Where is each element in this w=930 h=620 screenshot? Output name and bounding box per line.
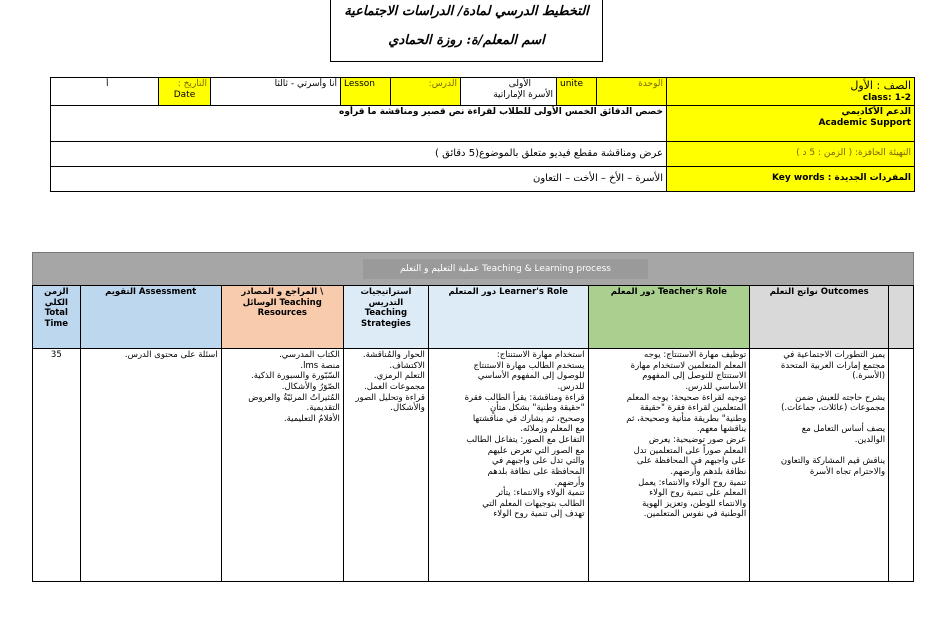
support-label-ar: الدعم الأكاديمي xyxy=(841,107,912,117)
str-line: مجموعات العمل. xyxy=(364,381,425,392)
date-label-ar: التاريخ : xyxy=(177,79,207,89)
res-line: السّبّورة والسبورة الذكية. xyxy=(251,371,340,382)
document-title-box xyxy=(330,0,603,62)
lrn-line: الطالب بتوجيهات المعلم التي xyxy=(482,498,585,509)
tch-line: الوطنية في نفوس المتعلمين. xyxy=(643,509,747,520)
class-label: 1-2 :class xyxy=(862,92,912,103)
tch-line: تنمية روح الولاء والانتماء: يعمل xyxy=(638,477,747,488)
support-label-en: Academic Support xyxy=(818,118,912,129)
lrn-line: مع الصور التي تعرض عليهم xyxy=(487,445,585,456)
resources-cell xyxy=(221,349,343,582)
teacher-name: اسم المعلم/ة: روزة الحمادي xyxy=(388,33,545,48)
date-label-cell xyxy=(159,78,211,106)
unit-label-en: unite xyxy=(557,78,597,106)
lrn-line: التفاعل مع الصور: يتفاعل الطالب xyxy=(466,435,585,445)
col-time-header: الزمن الكلي Total Time xyxy=(33,286,81,349)
lrn-line: مع المعلم وزملائه. xyxy=(520,424,585,435)
tch-line: والانتماء للوطن، وتعزيز الهوية xyxy=(642,498,747,509)
assessment-cell: اسئلة على محتوى الدرس. xyxy=(80,349,221,582)
out-line xyxy=(753,414,885,425)
document-title: التخطيط الدرسي لمادة/ الدراسات الاجتماعية xyxy=(344,4,589,19)
out-line: يناقش قيم المشاركة والتعاون xyxy=(780,456,886,467)
grade-label: الصف : الأول xyxy=(850,79,912,92)
tch-line: المعلم المتعلمين لاستخدام مهارة xyxy=(630,360,747,371)
lrn-line: تنمية الولاء والانتماء: يتأثر xyxy=(496,488,585,499)
out-line: يصف أساس التعامل مع xyxy=(801,424,886,435)
lrn-line: تهدف إلى تنمية روح الولاء xyxy=(493,509,585,520)
out-line xyxy=(753,382,885,393)
date-label-en: Date xyxy=(173,90,196,101)
res-line: الصّوَرُ والأشكال. xyxy=(281,381,340,392)
tch-line: الأساسي للدرس. xyxy=(685,381,747,392)
date-value-cell xyxy=(51,78,159,106)
lesson-label-ar: الدرس: xyxy=(391,78,461,106)
unit-value-2: الأسرة الإماراتية xyxy=(493,90,553,101)
keywords-value: الأسرة – الأخ – الأخت – التعاون xyxy=(51,167,667,192)
col-teacher-header: دور المعلم Teacher's Role xyxy=(588,286,750,349)
lrn-line: للدرس. xyxy=(557,381,585,392)
col-outcomes-header: نواتج التعلم Outcomes xyxy=(750,286,889,349)
lrn-line: والتي تدل على واجبهم في xyxy=(492,456,585,467)
lesson-label-en: Lesson xyxy=(341,78,391,106)
lrn-line: "حقيقة وطنية" بشكل متأنٍ xyxy=(490,403,585,414)
tch-line: الاستنتاج للتوصل إلى المفهوم xyxy=(642,371,747,382)
res-line: منصة lms. xyxy=(300,360,340,371)
res-line: المُثيراتُ المرئيّةُ والعروض xyxy=(248,392,340,403)
lrn-line: للوصول إلى المفهوم الأساسي xyxy=(477,371,585,382)
out-line: يميز التطورات الاجتماعية في xyxy=(783,350,886,360)
support-label-cell xyxy=(667,106,915,142)
out-line: مجتمع إمارات العربية المتحدة xyxy=(780,360,886,371)
time-cell: 35 xyxy=(33,349,81,582)
tch-line: توجيه لقراءة صحيحة: يوجه المعلم xyxy=(626,392,747,403)
col-spacer-header xyxy=(889,286,914,349)
str-line: الحوار والمُناقشة. xyxy=(362,350,425,360)
col-assessment-header: التقويم Assessment xyxy=(80,286,221,349)
warmup-label: التهيئة الحافزة: ( الزمن : 5 د ) xyxy=(667,142,915,167)
lrn-line: وصحيح، ثم يشارك في مناقشتها xyxy=(472,413,585,424)
unit-value-cell xyxy=(461,78,557,106)
res-line: الأفلامُ التعليمية. xyxy=(283,413,340,424)
tch-line: على واجبهم في المحافظة على xyxy=(636,456,747,467)
tch-line: نظافة بلدهم وأرضهم. xyxy=(670,466,747,477)
tch-line: المتعلمين لقراءة فقرة "حقيقة xyxy=(640,403,747,414)
res-line: التقديمية. xyxy=(306,403,340,414)
str-line: قراءة وتحليل الصور xyxy=(355,392,425,403)
learner-cell xyxy=(428,349,588,582)
out-line: والاحترام تجاه الأسرة xyxy=(809,466,886,477)
teacher-cell xyxy=(588,349,750,582)
col-strategies-header: استراتيجيات التدريس Teaching Strategies xyxy=(343,286,428,349)
lrn-line: قراءة ومناقشة: يقرأ الطالب فقرة xyxy=(464,392,585,403)
outcomes-cell xyxy=(750,349,889,582)
col-learner-header: دور المتعلم Learner's Role xyxy=(428,286,588,349)
unit-label-ar: الوحدة xyxy=(597,78,667,106)
lrn-line: استخدام مهارة الاستنتاج: xyxy=(496,350,585,360)
lrn-line: يستخدم الطالب مهارة الاستنتاج xyxy=(473,360,585,371)
lrn-line: المحافظة على نظافة بلدهم xyxy=(487,466,585,477)
col-resources-header: المراجع و المصادر \ الوسائل Teaching Resources xyxy=(221,286,343,349)
lesson-info-table xyxy=(50,77,915,192)
str-line: الاكتشاف. xyxy=(389,360,425,371)
process-title: عملية التعليم و التعلم Teaching & Learning process xyxy=(363,259,648,279)
tch-line: توظيف مهارة الاستنتاج: يوجه xyxy=(644,350,747,360)
support-value: خصص الدقائق الخمس الأولى للطلاب لقراءة نص قصير ومناقشة ما قرأوه xyxy=(51,106,667,142)
str-line: والأشكال. xyxy=(390,403,425,414)
spacer-cell xyxy=(889,349,914,582)
res-line: الكتاب المدرسي. xyxy=(279,350,340,360)
tch-line: المعلم صوراً على المتعلمين تدل xyxy=(633,445,747,456)
lrn-line: وأرضهم. xyxy=(554,477,585,488)
strategies-cell xyxy=(343,349,428,582)
date-value: أ xyxy=(106,79,109,89)
out-line xyxy=(753,446,885,457)
str-line: التعلم الرمزي. xyxy=(373,371,425,382)
grade-cell xyxy=(667,78,915,106)
teaching-process-table xyxy=(32,285,914,582)
out-line: (الأسرة.) xyxy=(852,371,886,382)
warmup-value: عرض ومناقشة مقطع فيديو متعلق بالموضوع(5 دقائق ) xyxy=(51,142,667,167)
tch-line: المعلم على تنمية روح الولاء xyxy=(649,488,747,499)
unit-value-1: الأولى xyxy=(508,79,531,89)
out-line: يشرح حاجته للعيش ضمن xyxy=(795,392,886,403)
out-line: الوالدين. xyxy=(854,435,886,445)
tch-line: عرض صور توضيحية: يعرض xyxy=(648,435,747,445)
keywords-label: المفردات الجديدة : Key words xyxy=(667,167,915,192)
tch-line: وطنية" بطريقة متأنية وصحيحة، ثم xyxy=(626,413,747,424)
tch-line: يناقشها معهم. xyxy=(696,424,747,435)
out-line: مجموعات (عائلات، جماعات.) xyxy=(781,403,886,414)
lesson-value: أنا وأسرتي - ثالثا xyxy=(211,78,341,106)
process-header-bar xyxy=(32,252,914,287)
